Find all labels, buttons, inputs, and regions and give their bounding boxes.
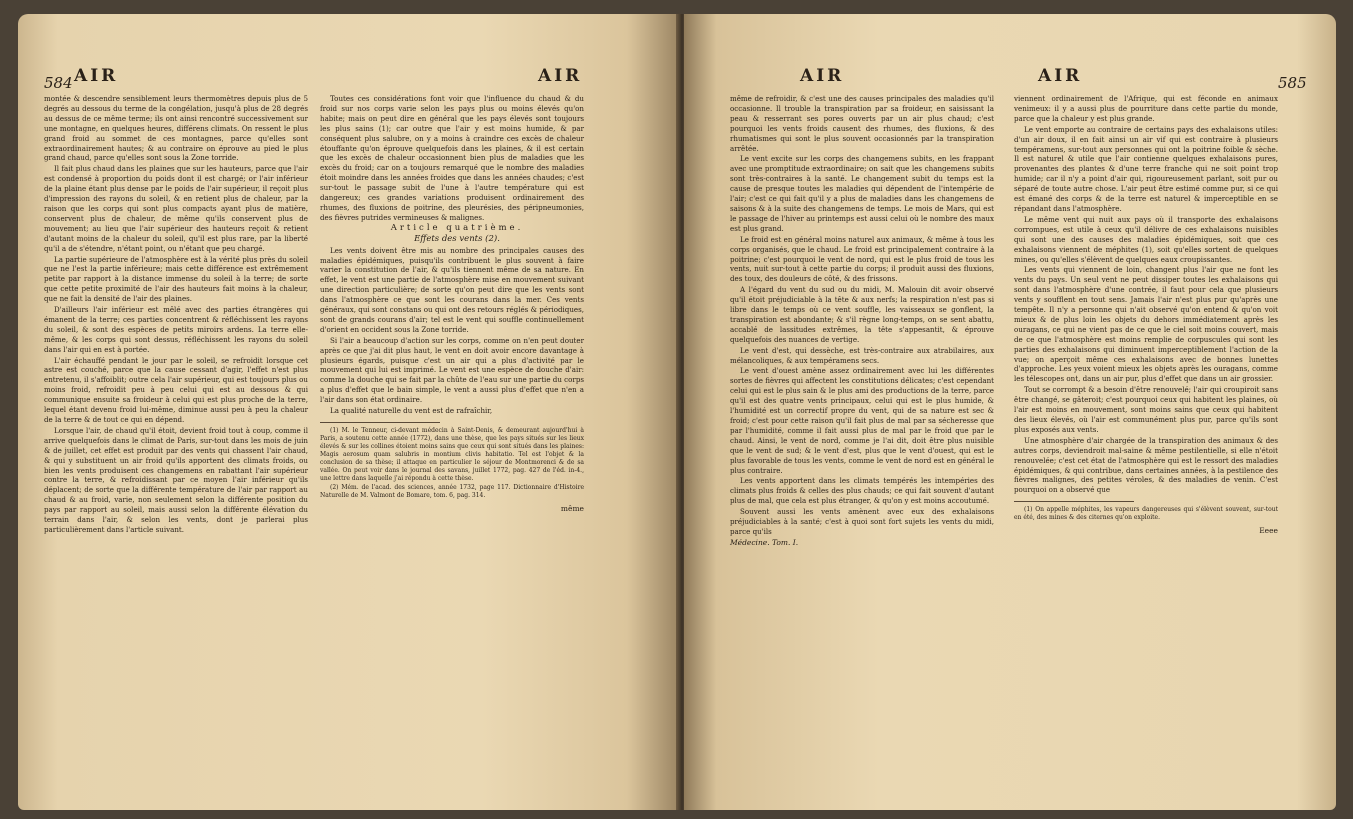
paragraph: Toutes ces considérations font voir que l'influence du chaud & du froid sur nos corps varie selon les pays plus ou moins élevés qu'on habite; mais on peut dire en général que les pays élevés sont toujours les plus sains (1); car outre que l'air y est moins humide, & par conséquent plus salubre, on y a moins à craindre ces excès de chaleur étouffante qu'on éprouve quelquefois dans les plaines, & il est certain que les excès de chaleur occasionnent bien plus de maladies que les excès du froid; car on a toujours remarqué que le nombre des maladies étoit moindre dans les années froides que dans les années chaudes; c'est sur-tout le passage subit de l'une à l'autre température qui est dangereux; ces grandes variations produisent ordinairement des rhumes, des fluxions de poitrine, des pleurésies, des péripneumonies, des fièvres putrides vermineuses & malignes. — [320, 94, 584, 222]
footnote-divider — [1014, 501, 1134, 502]
left-header-air: AIR — [74, 66, 119, 86]
catchword: même — [560, 504, 584, 513]
paragraph: La partie supérieure de l'atmosphère est à la vérité plus près du soleil que ne l'est la partie inférieure; mais cette différence est extrêmement petite par rapport à la distance immense du soleil à la terre; de sorte que cette petite proximité de l'air des hauteurs fait moins à la chaleur, que ne fait la densité de l'air des plaines. — [44, 254, 308, 304]
right-header-air-2: AIR — [1038, 66, 1083, 86]
paragraph: Si l'air a beaucoup d'action sur les corps, comme on n'en peut douter après ce que j'ai dit plus haut, le vent en doit avoir encore davantage à plusieurs égards, puisque c'est un air qui a plus d'activité par le mouvement qui lui est imprimé. Le vent est une espèce de douche d'air: comme la douche qui se fait par la chûte de l'eau sur une partie du corps a plus d'effet que le bain simple, le vent a aussi plus d'effet que n'en a l'air dans son état ordinaire. — [320, 335, 584, 405]
left-page — [18, 14, 680, 810]
paragraph: Souvent aussi les vents amènent avec eux des exhalaisons préjudiciables à la santé; c'est à quoi sont fort sujets les vents du midi, parce qu'ils — [730, 507, 994, 536]
signature-mark: Eeee — [1259, 526, 1278, 536]
paragraph: Il fait plus chaud dans les plaines que sur les hauteurs, parce que l'air est condensé à proportion du poids dont il est chargé; or l'air inférieur de la plaine étant plus dense par le poids de l'air supérieur, il reçoit plus d'impression des rayons du soleil, & en retient plus de chaleur, par la raison que les corps qui sont plus compacts ayant plus de matière, conservent plus de chaleur, de même qu'ils conservent plus de mouvement; au lieu que l'air supérieur des hauteurs reçoit & retient d'autant moins de la chaleur du soleil, qu'il est plus rare, par la liberté qu'il a de s'étendre, n'étant point, ou n'étant que peu chargé. — [44, 164, 308, 253]
paragraph: Les vents apportent dans les climats tempérés les intempéries des climats plus froids & celles des plus chauds; ce qui fait souvent d'autant plus de mal, que cela est plus étranger, & qu'on y est moins accoutumé. — [730, 476, 994, 506]
paragraph: Lorsque l'air, de chaud qu'il étoit, devient froid tout à coup, comme il arrive quelquefois dans le climat de Paris, sur-tout dans les mois de juin & de juillet, cet effet est produit par des vents qui chassent l'air chaud, & qui y substituent un air froid qu'ils apportent des climats froids, ou bien les vents produisent ces changemens en rabattant l'air supérieur contre la terre, & refroidissant par ce moyen l'air inférieur qu'ils déplacent; de sorte que la différente température de l'air par rapport au chaud & au froid, varie, non seulement selon la différente position du pays par rapport au soleil, mais aussi selon la différente élévation du terrain dans l'air, & selon les vents, dont je parlerai plus particulièrement dans l'article suivant. — [44, 425, 308, 534]
left-column-1 — [44, 94, 308, 536]
right-column-2 — [1014, 94, 1278, 536]
paragraph: D'ailleurs l'air inférieur est mêlé avec des parties étrangères qui émanent de la terre; ces parties concentrent & réfléchissent les rayons du soleil, & sont des espèces de petits miroirs ardens. La terre elle-même, & les corps qui sont dessus, réfléchissent les rayons du soleil dans l'air qui en est à portée. — [44, 305, 308, 354]
right-page — [684, 14, 1336, 810]
paragraph: montée & descendre sensiblement leurs thermomètres depuis plus de 5 degrés au dessous du terme de la congélation, jusqu'à plus de 28 degrés au dessus de ce même terme; ils ont ainsi rencontré successivement sur une montagne, en quelques heures, différens climats. On ressent le plus grand froid au sommet de ces montagnes, parce qu'elles sont extraordinairement hautes; & au contraire on éprouve au pied le plus grand chaud, parce qu'elles sont sous la Zone torride. — [44, 94, 308, 163]
footnote: (1) On appelle méphites, les vapeurs dangereuses qui s'élèvent souvent, sur-tout en été, des mines & des citernes qu'on exploite. — [1014, 506, 1278, 522]
left-column-2 — [320, 94, 584, 514]
right-column-1 — [730, 94, 994, 548]
paragraph: Le vent emporte au contraire de certains pays des exhalaisons utiles: d'un air doux, il en fait ainsi un air vif qui est contraire à plusieurs tempéramens, sur-tout aux personnes qui ont la poitrine foible & sèche. Il est naturel & utile que l'air contienne quelques exhalaisons pures, provenantes des plantes & d'une terre franche qui ne soit point trop humide; car il n'y a point d'air qui, rigoureusement parlant, soit pur ou séparé de toute autre chose. L'air peut être estimé comme pur, si ce qui est émané des corps & de la terre est naturel & imperceptible en se répandant dans l'atmosphère. — [1014, 124, 1278, 213]
left-header-air-2: AIR — [538, 66, 583, 86]
paragraph: viennent ordinairement de l'Afrique, qui est féconde en animaux venimeux: il y a aussi plus de pourriture dans cette partie du monde, parce que la chaleur y est plus grande. — [1014, 94, 1278, 123]
paragraph: Tout se corrompt & a besoin d'être renouvelé; l'air qui croupiroit sans être changé, se gâteroit; c'est pourquoi ceux qui habitent les plaines, où l'air est moins en mouvement, sont moins sains que ceux qui habitent des lieux élevés, où l'air est communément plus pur, parce qu'ils sont plus exposés aux vents. — [1014, 385, 1278, 434]
article-subtitle: Effets des vents (2). — [414, 233, 500, 244]
footnote-divider — [320, 422, 440, 423]
paragraph: Le vent d'ouest amène assez ordinairement avec lui les différentes sortes de fièvres qui affectent les constitutions délicates; c'est cependant celui qui est le plus sain & le plus ami des productions de la terre, parce qu'il est des quatre vents principaux, celui qui est le plus humide, & l'humidité est un correctif propre du vent, qui de sa nature est sec & froid; c'est pour cette raison qu'il fait plus de mal par sa sécheresse que par l'humidité, comme il fait aussi plus de mal par le froid que par le chaud. Ainsi, le vent de nord, comme je l'ai dit, doit être plus nuisible que le vent de sud; & le vent d'est, plus que le vent d'ouest, qui est le plus favorable de tous les vents, comme le vent de nord est en général le plus contraire. — [730, 366, 995, 475]
paragraph: Les vents qui viennent de loin, changent plus l'air que ne font les vents du pays. Un seul vent ne peut dissiper toutes les exhalaisons qui sont dans l'atmosphère d'une contrée, il faut pour cela que plusieurs vents y soufflent en tout sens. Jamais l'air n'est plus pur qu'après une tempête. Il n'y a personne qui n'ait observé qu'on entend & qu'on voit mieux & de plus loin les objets du dehors immédiatement après les ouragans, ce qui ne vient pas de ce que le ciel soit moins couvert, mais de ce que l'atmosphère est moins remplie de corpuscules qui sont les parties des exhalaisons qui diminuent imperceptiblement l'action de la vue; on aperçoit même ces exhalaisons avec de bonnes lunettes d'approche. Les yeux voient mieux les objets après les ouragans, comme les télescopes ont, dans un air pur, plus d'effet que dans un air grossier. — [1014, 265, 1278, 384]
paragraph: Une atmosphère d'air chargée de la transpiration des animaux & des autres corps, deviendroit mal-saine & même pestilentielle, si elle n'étoit renouvelée; c'est cet état de l'atmosphère qui est le ressort des maladies épidémiques, & qui contribue, dans certaines années, à la pestilence des fièvres malignes, des petites véroles, & des maladies de venin. C'est pourquoi on a observé que — [1014, 435, 1278, 495]
footnote: (1) M. le Tenneur, ci-devant médecin à Saint-Denis, & demeurant aujourd'hui à Paris, a soutenu cette année (1772), dans une thèse, que les pays situés sur les lieux élevés & sur les collines étoient moins sains que ceux qui sont situés dans les plaines: Magis aerosum quam salubris in montium clivis habitatio. Tel est l'objet & la conclusion de sa thèse; il attaque en particulier le séjour de Montmorenci & de sa vallée. On peut voir dans le journal des savans, juillet 1772, pag. 427 de l'éd. in-4., une lettre dans laquelle j'ai répondu à cette thèse. — [320, 427, 584, 482]
right-header-air: AIR — [800, 66, 845, 86]
right-page-number: 585 — [1278, 74, 1307, 92]
paragraph: même de refroidir, & c'est une des causes principales des maladies qu'il occasionne. Il trouble la transpiration par sa froideur, en saisissant la peau & resserrant ses pores ouverts par un air plus chaud; c'est pourquoi les vents froids causent des rhumes, des fluxions, & des rhumatismes qui sont le plus souvent occasionnés par la transpiration arrêtée. — [730, 94, 994, 153]
footnote: (2) Mém. de l'acad. des sciences, année 1732, page 117. Dictionnaire d'Histoire Naturelle de M. Valmont de Bomare, tom. 6, pag. 314. — [320, 484, 584, 499]
left-page-number: 584 — [44, 74, 73, 92]
paragraph: La qualité naturelle du vent est de rafraîchir, — [330, 406, 493, 416]
printer-signature: Médecine. Tom. I. — [730, 537, 799, 547]
paragraph: Les vents doivent être mis au nombre des principales causes des maladies épidémiques, puisqu'ils contribuent le plus souvent à faire varier la constitution de l'air, & qu'ils tiennent même de sa nature. En effet, le vent est une partie de l'atmosphère mise en mouvement suivant une direction particulière; de sorte qu'on peut dire que les vents sont dans l'atmosphère ce que sont les courans dans la mer. Ces vents généraux, qui sont constans ou qui ont des retours réglés & périodiques, sont de grands courans d'air; tel est le vent qui souffle continuellement d'orient en occident sous la Zone torride. — [320, 245, 584, 334]
paragraph: Le même vent qui nuit aux pays où il transporte des exhalaisons corrompues, est utile à ceux qu'il délivre de ces exhalaisons nuisibles qui sont une des causes des maladies épidémiques, soit que ces exhalaisons viennent de méphites (1), soit qu'elles sortent de quelques mines, ou qu'elles s'élèvent de quelques eaux croupissantes. — [1014, 214, 1278, 264]
article-heading: Article quatrième. — [390, 222, 524, 233]
paragraph: Le froid est en général moins naturel aux animaux, & même à tous les corps organisés, que le chaud. Le froid est principalement contraire à la poitrine; c'est pourquoi le vent de nord, qui est le plus froid de tous les vents, nuit sur-tout à cette partie du corps; il produit aussi des fluxions, des toux, des douleurs de côté, & des frissons. — [730, 234, 994, 284]
paragraph: Le vent excite sur les corps des changemens subits, en les frappant avec une promptitude extraordinaire; on sait que les changemens subits sont très-contraires à la santé. Le changement subit du temps est la cause de presque toutes les maladies qui dépendent de l'intempérie de l'air; c'est ce qui fait qu'il y a plus de maladies dans les changemens de saisons & à la suite des changemens de temps. Le mois de Mars, qui est le passage de l'hiver au printemps est aussi celui où le nombre des maux est plus grand. — [730, 154, 994, 233]
paragraph: Le vent d'est, qui dessèche, est très-contraire aux atrabilaires, aux mélancoliques, & aux tempéramens secs. — [730, 345, 994, 365]
paragraph: L'air échauffé pendant le jour par le soleil, se refroidit lorsque cet astre est couché, parce que la cause cessant d'agir, l'effet n'est plus entretenu, il s'affoiblit; outre cela l'air supérieur, qui est toujours plus ou moins froid, refroidit peu à peu celui qui est au dessous & qui communique ensuite sa froideur à celui qui est plus proche de la terre, lequel étant devenu froid lui-même, diminue aussi peu à peu la chaleur de la terre & de tout ce qui en dépend. — [44, 355, 308, 424]
paragraph: A l'égard du vent du sud ou du midi, M. Malouin dit avoir observé qu'il étoit préjudiciable à la tête & aux nerfs; la respiration n'est pas si libre dans le temps où ce vent souffle, les vaisseaux se gonflent, la transpiration est abondante; & s'il règne long-temps, on se sent abattu, accablé de lassitudes extrêmes, la tête s'appesantit, & éprouve quelquefois des nuances de vertige. — [730, 285, 994, 344]
